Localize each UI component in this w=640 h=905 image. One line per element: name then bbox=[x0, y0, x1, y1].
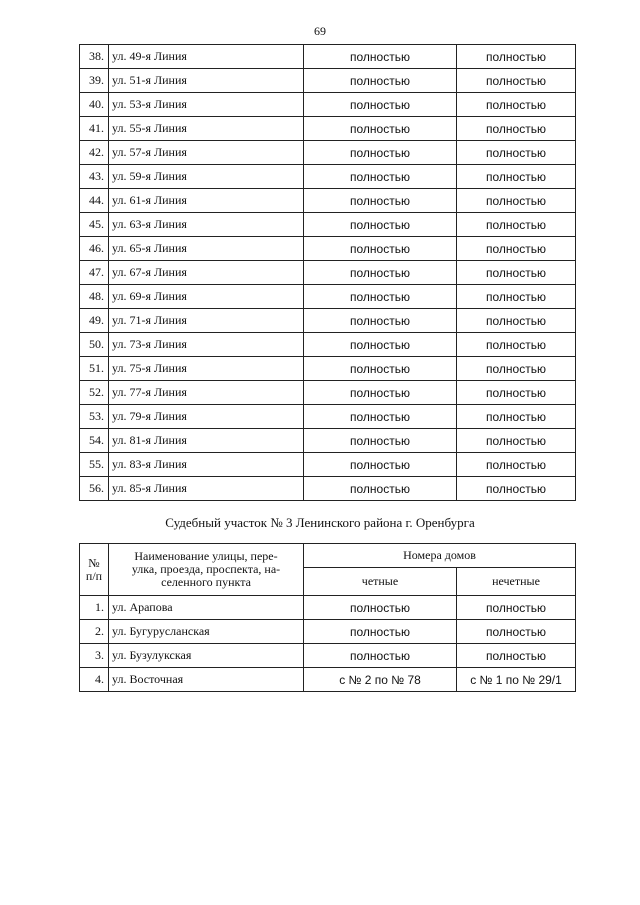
col-header-street-line2: улка, проезда, проспекта, на- bbox=[131, 562, 281, 576]
row-number: 46. bbox=[80, 237, 109, 261]
table-row bbox=[80, 429, 576, 453]
even-houses: полностью bbox=[304, 117, 457, 141]
odd-houses: полностью bbox=[457, 45, 576, 69]
row-number: 53. bbox=[80, 405, 109, 429]
row-number: 48. bbox=[80, 285, 109, 309]
street-name: ул. 49-я Линия bbox=[109, 45, 304, 69]
odd-houses: полностью bbox=[457, 189, 576, 213]
row-number: 52. bbox=[80, 381, 109, 405]
even-houses: полностью bbox=[304, 381, 457, 405]
section-title: Судебный участок № 3 Ленинского района г. Оренбурга bbox=[165, 515, 475, 530]
odd-houses: полностью bbox=[457, 453, 576, 477]
row-number: 51. bbox=[80, 357, 109, 381]
odd-houses: полностью bbox=[457, 165, 576, 189]
table-row bbox=[80, 189, 576, 213]
even-houses: полностью bbox=[304, 309, 457, 333]
street-name: ул. 59-я Линия bbox=[109, 165, 304, 189]
even-houses: полностью bbox=[304, 333, 457, 357]
odd-houses: полностью bbox=[457, 405, 576, 429]
street-name: ул. 61-я Линия bbox=[109, 189, 304, 213]
row-number: 44. bbox=[80, 189, 109, 213]
col-header-number bbox=[80, 544, 109, 596]
col-header-odd: нечетные bbox=[457, 568, 576, 596]
even-houses: полностью bbox=[304, 357, 457, 381]
row-number: 43. bbox=[80, 165, 109, 189]
street-name: ул. 69-я Линия bbox=[109, 285, 304, 309]
odd-houses: полностью bbox=[457, 620, 576, 644]
table-row bbox=[80, 333, 576, 357]
table-row bbox=[80, 477, 576, 501]
row-number: 4. bbox=[80, 668, 109, 692]
odd-houses: полностью bbox=[457, 357, 576, 381]
even-houses: с № 2 по № 78 bbox=[304, 668, 457, 692]
even-houses: полностью bbox=[304, 405, 457, 429]
col-header-house-numbers: Номера домов bbox=[304, 544, 576, 568]
table-row bbox=[80, 93, 576, 117]
even-houses: полностью bbox=[304, 237, 457, 261]
odd-houses: полностью bbox=[457, 309, 576, 333]
row-number: 39. bbox=[80, 69, 109, 93]
even-houses: полностью bbox=[304, 429, 457, 453]
table-row bbox=[80, 405, 576, 429]
odd-houses: полностью bbox=[457, 237, 576, 261]
street-name: ул. 83-я Линия bbox=[109, 453, 304, 477]
street-name: ул. 79-я Линия bbox=[109, 405, 304, 429]
street-name: ул. Восточная bbox=[109, 668, 304, 692]
table-row bbox=[80, 45, 576, 69]
table-row bbox=[80, 668, 576, 692]
street-name: ул. 81-я Линия bbox=[109, 429, 304, 453]
odd-houses: полностью bbox=[457, 213, 576, 237]
even-houses: полностью bbox=[304, 213, 457, 237]
odd-houses: с № 1 по № 29/1 bbox=[457, 668, 576, 692]
row-number: 45. bbox=[80, 213, 109, 237]
odd-houses: полностью bbox=[457, 285, 576, 309]
odd-houses: полностью bbox=[457, 93, 576, 117]
odd-houses: полностью bbox=[457, 644, 576, 668]
row-number: 3. bbox=[80, 644, 109, 668]
table-row bbox=[80, 620, 576, 644]
even-houses: полностью bbox=[304, 69, 457, 93]
table-row bbox=[80, 213, 576, 237]
even-houses: полностью bbox=[304, 165, 457, 189]
even-houses: полностью bbox=[304, 596, 457, 620]
row-number: 55. bbox=[80, 453, 109, 477]
even-houses: полностью bbox=[304, 93, 457, 117]
odd-houses: полностью bbox=[457, 261, 576, 285]
street-name: ул. 71-я Линия bbox=[109, 309, 304, 333]
table-row bbox=[80, 596, 576, 620]
col-header-even: четные bbox=[304, 568, 457, 596]
street-name: ул. 53-я Линия bbox=[109, 93, 304, 117]
row-number: 56. bbox=[80, 477, 109, 501]
odd-houses: полностью bbox=[457, 381, 576, 405]
table-row bbox=[80, 261, 576, 285]
streets-table-continued bbox=[79, 44, 576, 501]
table-row bbox=[80, 69, 576, 93]
even-houses: полностью bbox=[304, 285, 457, 309]
street-name: ул. Арапова bbox=[109, 596, 304, 620]
row-number: 40. bbox=[80, 93, 109, 117]
street-name: ул. 75-я Линия bbox=[109, 357, 304, 381]
row-number: 41. bbox=[80, 117, 109, 141]
row-number: 49. bbox=[80, 309, 109, 333]
row-number: 47. bbox=[80, 261, 109, 285]
row-number: 50. bbox=[80, 333, 109, 357]
table-row bbox=[80, 117, 576, 141]
street-name: ул. 85-я Линия bbox=[109, 477, 304, 501]
col-header-number-line1: № bbox=[88, 555, 100, 570]
street-name: ул. 57-я Линия bbox=[109, 141, 304, 165]
odd-houses: полностью bbox=[457, 429, 576, 453]
odd-houses: полностью bbox=[457, 117, 576, 141]
row-number: 42. bbox=[80, 141, 109, 165]
row-number: 1. bbox=[80, 596, 109, 620]
streets-table-body bbox=[80, 45, 576, 501]
street-name: ул. 67-я Линия bbox=[109, 261, 304, 285]
street-name: ул. Бузулукская bbox=[109, 644, 304, 668]
table-row bbox=[80, 644, 576, 668]
street-name: ул. 55-я Линия bbox=[109, 117, 304, 141]
table-header bbox=[80, 544, 576, 596]
even-houses: полностью bbox=[304, 620, 457, 644]
row-number: 2. bbox=[80, 620, 109, 644]
odd-houses: полностью bbox=[457, 69, 576, 93]
table-row bbox=[80, 237, 576, 261]
odd-houses: полностью bbox=[457, 477, 576, 501]
street-name: ул. 51-я Линия bbox=[109, 69, 304, 93]
table-row bbox=[80, 309, 576, 333]
even-houses: полностью bbox=[304, 141, 457, 165]
table-row bbox=[80, 285, 576, 309]
even-houses: полностью bbox=[304, 189, 457, 213]
col-header-number-line2: п/п bbox=[85, 568, 103, 583]
table-row bbox=[80, 453, 576, 477]
street-name: ул. 63-я Линия bbox=[109, 213, 304, 237]
table-row bbox=[80, 357, 576, 381]
col-header-street-line3: селенного пункта bbox=[161, 575, 251, 589]
court-table-body bbox=[80, 596, 576, 692]
even-houses: полностью bbox=[304, 261, 457, 285]
row-number: 54. bbox=[80, 429, 109, 453]
even-houses: полностью bbox=[304, 453, 457, 477]
street-name: ул. 77-я Линия bbox=[109, 381, 304, 405]
street-name: ул. 65-я Линия bbox=[109, 237, 304, 261]
street-name: ул. 73-я Линия bbox=[109, 333, 304, 357]
even-houses: полностью bbox=[304, 45, 457, 69]
table-row bbox=[80, 165, 576, 189]
col-header-street-line1: Наименование улицы, пере- bbox=[134, 549, 278, 563]
page-number: 69 bbox=[314, 24, 326, 38]
street-name: ул. Бугурусланская bbox=[109, 620, 304, 644]
odd-houses: полностью bbox=[457, 141, 576, 165]
odd-houses: полностью bbox=[457, 333, 576, 357]
even-houses: полностью bbox=[304, 477, 457, 501]
table-row bbox=[80, 381, 576, 405]
court-district-3-table bbox=[79, 543, 576, 692]
table-row bbox=[80, 141, 576, 165]
even-houses: полностью bbox=[304, 644, 457, 668]
odd-houses: полностью bbox=[457, 596, 576, 620]
col-header-street-name bbox=[109, 544, 304, 596]
row-number: 38. bbox=[80, 45, 109, 69]
